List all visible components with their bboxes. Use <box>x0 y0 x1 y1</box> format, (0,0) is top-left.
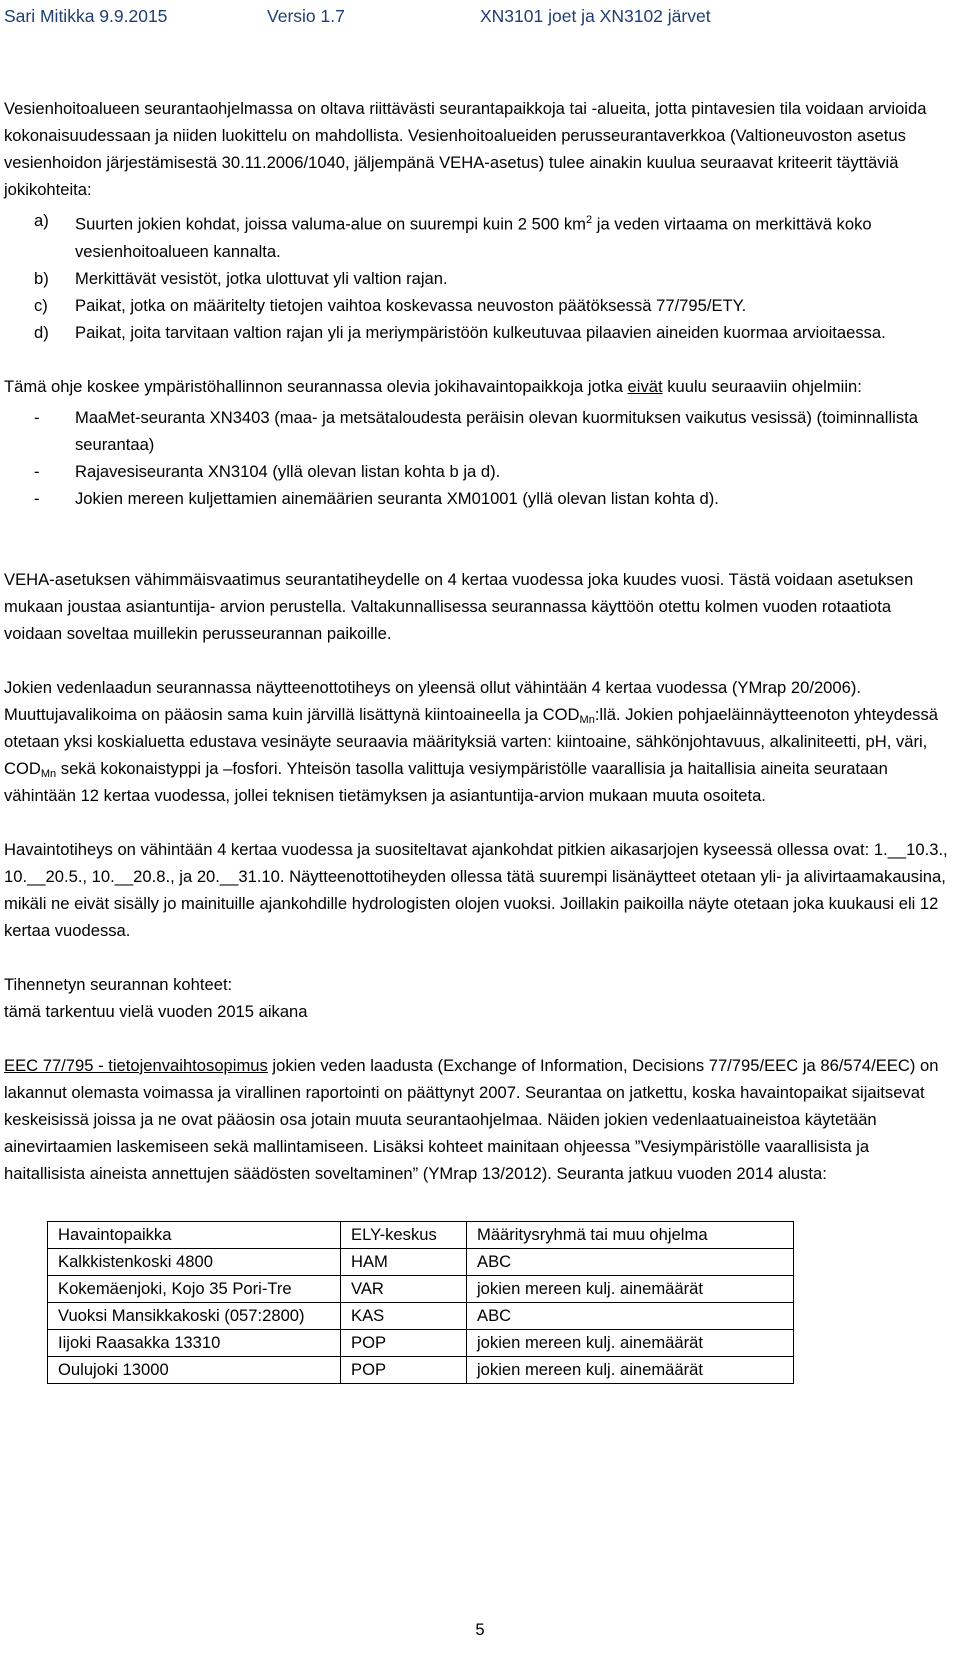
program-item <box>4 485 948 512</box>
criteria-item-c <box>4 292 948 319</box>
subscript: Mn <box>579 713 595 726</box>
eec-agreement-link[interactable]: EEC 77/795 - tietojenvaihtosopimus <box>4 1055 268 1075</box>
table-header-row <box>48 1221 794 1248</box>
table-cell: ABC <box>467 1302 794 1329</box>
sites-table <box>47 1221 794 1384</box>
table-row <box>48 1302 794 1329</box>
page-number: 5 <box>475 1620 485 1639</box>
sampling-text: :llä. Jokien pohjaeläinnäytteenoton yhteydessä otetaan yksi koskialuetta edustava vesinäyte seuraavia määrityksiä varten: kiintoaine, sähkönjohtavuus, alkaliniteetti, pH, väri, COD <box>4 704 938 778</box>
criteria-text: ja veden virtaama on merkittävä koko vesienhoitoalueen kannalta. <box>75 214 872 261</box>
table-cell: Kalkkistenkoski 4800 <box>48 1248 341 1275</box>
program-text: MaaMet-seuranta XN3403 (maa- ja metsätaloudesta peräisin olevan kuormituksen vaikutus vesissä) (toiminnallista seurantaa) <box>75 407 918 454</box>
table-cell: Kokemäenjoki, Kojo 35 Pori-Tre <box>48 1275 341 1302</box>
program-text: Rajavesiseuranta XN3104 (yllä olevan listan kohta b ja d). <box>75 461 501 481</box>
scope-paragraph <box>4 373 948 400</box>
scope-text: Tämä ohje koskee ympäristöhallinnon seurannassa olevia jokihavaintopaikkoja jotka <box>4 376 628 396</box>
veha-paragraph: VEHA-asetuksen vähimmäisvaatimus seurantatiheydelle on 4 kertaa vuodessa joka kuudes vuosi. Tästä voidaan asetuksen mukaan joustaa asiantuntija- arvion perustella. Valtakunnallisessa seurannassa käyttöön otettu kolmen vuoden rotaatiota voidaan soveltaa muillekin perusseurannan paikoille. <box>4 569 914 643</box>
list-marker: - <box>34 488 40 508</box>
page-header <box>0 6 960 34</box>
sampling-text: Jokien vedenlaadun seurannassa näytteenottotiheys on yleensä ollut vähintään 4 kertaa vuodessa (YMrap 20/2006). Muuttujavalikoima on pääosin sama kuin järvillä lisättynä kiintoaineella ja COD <box>4 677 861 724</box>
table-row <box>48 1356 794 1383</box>
criteria-item-d <box>4 319 948 346</box>
eec-text: jokien veden laadusta (Exchange of Information, Decisions 77/795/EEC ja 86/574/EEC) on lakannut olemasta voimassa ja virallinen raportointi on päättynyt 2007. Seurantaa on jatkettu, koska havaintopaikat sijaitsevat keskeisissä joissa ja ne ovat pääosin osa jotain muuta seurantaohjelmaa. Näiden jokien vedenlaatuaineistoa käytetään ainevirtaamien laskemiseen sekä mallintamiseen. Lisäksi kohteet mainitaan ohjeessa ”Vesiympäristölle vaarallisista ja haitallisista aineista annettujen säädösten soveltaminen” (YMrap 13/2012). Seuranta jatkuu vuoden 2014 alusta: <box>4 1055 939 1183</box>
list-marker: b) <box>34 268 49 288</box>
table-header-cell: Havaintopaikka <box>48 1221 341 1248</box>
list-marker: a) <box>34 211 49 230</box>
table-row <box>48 1275 794 1302</box>
underlined-word: eivät <box>627 376 663 396</box>
sampling-paragraph <box>4 674 948 809</box>
criteria-text: Merkittävät vesistöt, jotka ulottuvat yli valtion rajan. <box>75 268 448 288</box>
program-text: Jokien mereen kuljettamien ainemäärien seuranta XM01001 (yllä olevan listan kohta d). <box>75 488 719 508</box>
table-cell: VAR <box>341 1275 467 1302</box>
program-item <box>4 404 948 458</box>
table-cell: jokien mereen kulj. ainemäärät <box>467 1356 794 1383</box>
table-cell: jokien mereen kulj. ainemäärät <box>467 1275 794 1302</box>
frequency-paragraph: Havaintotiheys on vähintään 4 kertaa vuodessa ja suositeltavat ajankohdat pitkien aikasarjojen kyseessä ollessa ovat: 1.__10.3., 10.__20.5., 10.__20.8., ja 20.__31.10. Näytteenottotiheyden ollessa tätä suurempi lisänäytteet otetaan yli- ja alivirtaamakausina, mikäli ne eivät sisälly jo mainituille ajankohdille hydrologisten olojen vuoksi. Joillakin paikoilla näyte otetaan joka kuukausi eli 12 kertaa vuodessa. <box>4 839 948 940</box>
table-header-cell: Määritysryhmä tai muu ohjelma <box>467 1221 794 1248</box>
table-cell: POP <box>341 1329 467 1356</box>
scope-text: kuulu seuraaviin ohjelmiin: <box>662 376 862 396</box>
header-author-date: Sari Mitikka 9.9.2015 <box>4 6 168 26</box>
criteria-text: Paikat, jotka on määritelty tietojen vaihtoa koskevassa neuvoston päätöksessä 77/795/ETY. <box>75 295 747 315</box>
criteria-list <box>4 207 948 346</box>
programs-list <box>4 404 948 512</box>
list-marker: - <box>34 461 40 481</box>
list-marker: - <box>34 407 40 427</box>
table-row <box>48 1248 794 1275</box>
intensified-heading: Tihennetyn seurannan kohteet: <box>4 974 233 994</box>
table-cell: jokien mereen kulj. ainemäärät <box>467 1329 794 1356</box>
table-header-cell: ELY-keskus <box>341 1221 467 1248</box>
program-item <box>4 458 948 485</box>
table-cell: HAM <box>341 1248 467 1275</box>
criteria-text: Suurten jokien kohdat, joissa valuma-alue on suurempi kuin 2 500 km <box>75 214 587 234</box>
header-title: XN3101 joet ja XN3102 järvet <box>480 6 711 26</box>
superscript: 2 <box>586 214 593 226</box>
document-body <box>4 95 948 1384</box>
subscript: Mn <box>40 767 57 780</box>
criteria-item-b <box>4 265 948 292</box>
header-version: Versio 1.7 <box>267 6 345 26</box>
criteria-item-a <box>4 207 948 265</box>
table-cell: Oulujoki 13000 <box>48 1356 341 1383</box>
table-cell: KAS <box>341 1302 467 1329</box>
list-marker: c) <box>34 295 48 315</box>
table-cell: Vuoksi Mansikkakoski (057:2800) <box>48 1302 341 1329</box>
table-cell: POP <box>341 1356 467 1383</box>
table-cell: Iijoki Raasakka 13310 <box>48 1329 341 1356</box>
list-marker: d) <box>34 322 49 342</box>
sampling-text: sekä kokonaistyppi ja –fosfori. Yhteisön tasolla valittuja vesiympäristölle vaarallisia ja haitallisia aineita seurataan vähintään 12 kertaa vuodessa, jollei teknisen tietämyksen ja asiantuntija-arvion mukaan muuta osoiteta. <box>4 758 888 805</box>
intensified-note: tämä tarkentuu vielä vuoden 2015 aikana <box>4 1001 308 1021</box>
table-row <box>48 1329 794 1356</box>
criteria-text: Paikat, joita tarvitaan valtion rajan yli ja meriympäristöön kulkeutuvaa pilaavien aineiden kuormaa arvioitaessa. <box>75 322 886 342</box>
intro-paragraph: Vesienhoitoalueen seurantaohjelmassa on oltava riittävästi seurantapaikkoja tai -alueita, jotta pintavesien tila voidaan arvioida kokonaisuudessaan ja niiden luokittelu on mahdollista. Vesienhoitoalueiden perusseurantaverkkoa (Valtioneuvoston asetus vesienhoidon järjestämisestä 30.11.2006/1040, jäljempänä VEHA-asetus) tulee ainakin kuulua seuraavat kriteerit täyttäviä jokikohteita: <box>4 99 927 199</box>
table-cell: ABC <box>467 1248 794 1275</box>
eec-paragraph <box>4 1052 948 1187</box>
